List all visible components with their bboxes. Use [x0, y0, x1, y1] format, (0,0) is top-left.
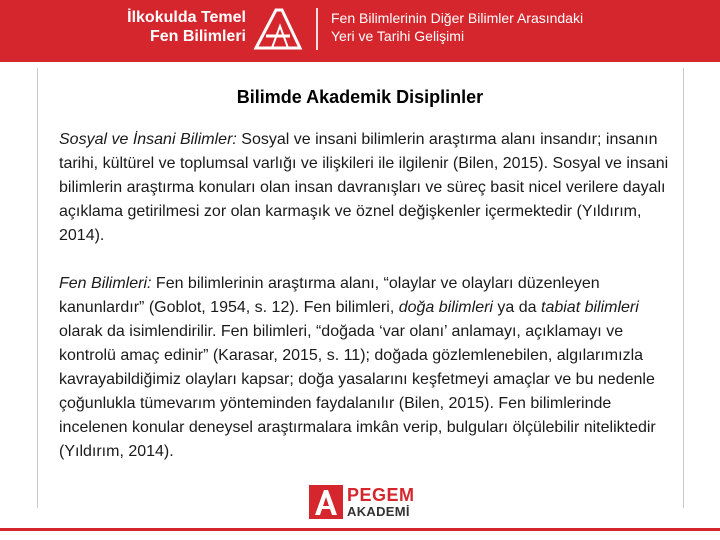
- slide-body: [59, 128, 683, 464]
- term-tabiat-bilimleri: tabiat bilimleri: [541, 299, 639, 316]
- pegem-a-mark-icon: [309, 485, 343, 519]
- book-title: [118, 8, 246, 46]
- chapter-title-line1: Fen Bilimlerinin Diğer Bilimler Arasındaki: [331, 10, 584, 26]
- footer-accent-line: [0, 528, 720, 531]
- chapter-title-line2: Yeri ve Tarihi Gelişimi: [331, 28, 465, 44]
- paragraph-text: olarak da isimlendirilir. Fen bilimleri, “doğada ‘var olanı’ anlamayı, açıklamayı ve kontrolü amaç edinir” (Karasar, 2015, s. 11); doğada gözlemlenebilen, algılarımızla kavrayabildiğimiz olayları kapsar; doğa yasalarını keşfetmeyi amaçlar ve bu nedenle çoğunlukla tümevarım yönteminden faydalanılır (Bilen, 2015). Fen bilimlerinde incelenen konular deneysel araştırmalara imkân verip, bulguları ölçülebilir niteliktedir (Yıldırım, 2014).: [59, 323, 656, 460]
- paragraph-text: Fen bilimlerinin araştırma alanı, “olaylar ve olayları düzenleyen kanunlardır” (Goblot, 1954, s. 12). Fen bilimleri,: [59, 275, 600, 316]
- paragraph-text: ya da: [492, 299, 541, 316]
- term-social-sciences: Sosyal ve İnsani Bilimler:: [59, 131, 237, 148]
- paragraph-social-sciences: [59, 128, 683, 248]
- paragraph-text: Sosyal ve insani bilimlerin araştırma alanı insandır; insanın tarihi, kültürel ve toplumsal varlığı ve ilişkileri ile ilgilenir (Bilen, 2015). Sosyal ve insani bilimlerin araştırma konuları olan insan davranışları ve süreç basit nicel verilere dayalı açıklama getirilmesi zor olan karmaşık ve öznel değişkenler içermektedir (Yıldırım, 2014).: [59, 131, 669, 244]
- term-natural-sciences: Fen Bilimleri:: [59, 275, 152, 292]
- book-title-line1: İlkokulda Temel: [127, 9, 246, 26]
- header-separator: [316, 8, 318, 50]
- term-doga-bilimleri: doğa bilimleri: [398, 299, 493, 316]
- publisher-subname: AKADEMİ: [347, 504, 410, 519]
- paragraph-natural-sciences: [59, 272, 683, 464]
- chapter-title: [331, 9, 711, 45]
- publisher-logo: [309, 483, 429, 523]
- book-title-line2: Fen Bilimleri: [149, 28, 246, 45]
- content-frame-right: [683, 68, 684, 508]
- stylized-letter-a-logo-icon: [252, 6, 304, 52]
- publisher-name: PEGEM: [347, 485, 415, 505]
- slide-title: Bilimde Akademik Disiplinler: [236, 87, 484, 107]
- content-frame-left: [37, 68, 38, 508]
- header-banner: [0, 0, 720, 62]
